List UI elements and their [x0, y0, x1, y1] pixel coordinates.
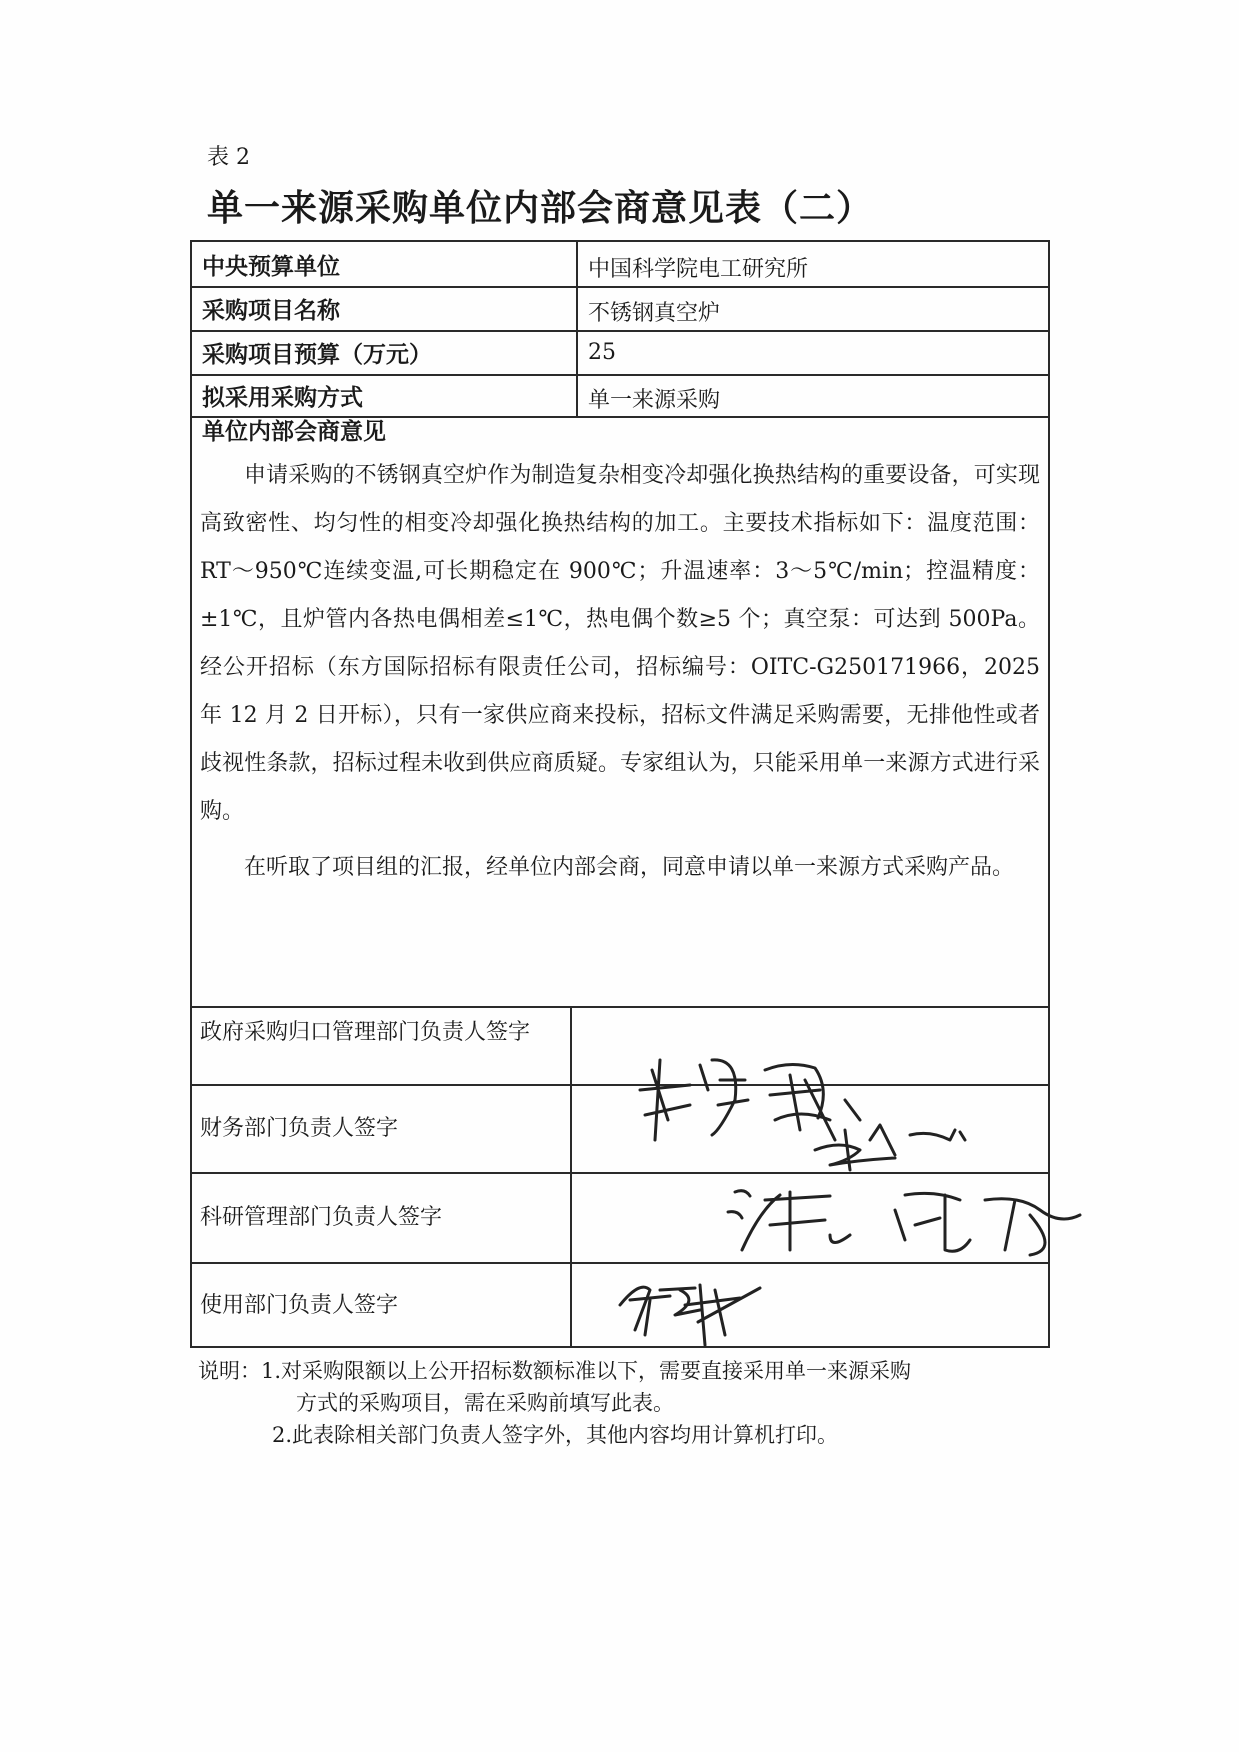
- opinion-paragraph: 申请采购的不锈钢真空炉作为制造复杂相变冷却强化换热结构的重要设备，可实现高致密性、均匀性的相变冷却强化换热结构的加工。主要技术指标如下：温度范围：RT～950℃连续变温,可长期稳定在 900℃；升温速率：3～5℃/min；控温精度：±1℃，且炉管内各热电偶相差≤1℃，热电偶个数≥5 个；真空泵：可达到 500Pa。经公开招标（东方国际招标有限责任公司，招标编号：OITC-G250171966，2025 年 12 月 2 日开标），只有一家供应商来投标，招标文件满足采购需要，无排他性或者歧视性条款，招标过程未收到供应商质疑。专家组认为，只能采用单一来源方式进行采购。: [200, 463, 1040, 824]
- signature-label-user-dept: 使用部门负责人签字: [200, 1293, 399, 1318]
- signature-label-research: 科研管理部门负责人签字: [200, 1205, 443, 1230]
- field-value-procurement-method: 单一来源采购: [588, 388, 721, 413]
- table-border-top: [190, 240, 1050, 242]
- table-border-bottom: [190, 1346, 1050, 1348]
- table-border-left: [190, 240, 192, 1348]
- column-divider: [570, 1006, 572, 1348]
- signature-label-procurement: 政府采购归口管理部门负责人签字: [200, 1020, 531, 1045]
- field-label-budget-unit: 中央预算单位: [202, 254, 340, 280]
- field-value-project-budget: 25: [588, 340, 616, 365]
- opinion-heading: 单位内部会商意见: [202, 419, 386, 445]
- signature-stroke: [815, 1125, 965, 1170]
- field-value-project-name: 不锈钢真空炉: [588, 301, 721, 326]
- field-value-budget-unit: 中国科学院电工研究所: [588, 257, 809, 282]
- field-label-project-name: 采购项目名称: [202, 298, 340, 324]
- signature-stroke: [620, 1285, 760, 1345]
- row-divider: [190, 286, 1050, 288]
- row-divider: [190, 1262, 1050, 1264]
- note-line: 方式的采购项目，需在采购前填写此表。: [296, 1391, 674, 1415]
- row-divider: [190, 374, 1050, 376]
- notes: [198, 1355, 1058, 1451]
- signature-stroke: [640, 1060, 860, 1140]
- row-divider: [190, 330, 1050, 332]
- signature-stroke: [728, 1191, 1080, 1255]
- opinion-paragraph: 在听取了项目组的汇报，经单位内部会商，同意申请以单一来源方式采购产品。: [244, 855, 1015, 880]
- page-title: 单一来源采购单位内部会商意见表（二）: [207, 188, 874, 229]
- note-line: 说明：1.对采购限额以上公开招标数额标准以下，需要直接采用单一来源采购: [198, 1359, 912, 1383]
- table-border-right: [1048, 240, 1050, 1348]
- opinion-body: [200, 452, 1040, 892]
- table-label: 表 2: [207, 145, 250, 170]
- row-divider: [190, 1006, 1050, 1008]
- row-divider: [190, 1172, 1050, 1174]
- note-line: 2.此表除相关部门负责人签字外，其他内容均用计算机打印。: [272, 1423, 839, 1447]
- field-label-project-budget: 采购项目预算（万元）: [202, 342, 432, 368]
- row-divider: [190, 1084, 1050, 1086]
- column-divider: [576, 240, 578, 416]
- signature-label-finance: 财务部门负责人签字: [200, 1116, 399, 1141]
- field-label-procurement-method: 拟采用采购方式: [202, 385, 363, 411]
